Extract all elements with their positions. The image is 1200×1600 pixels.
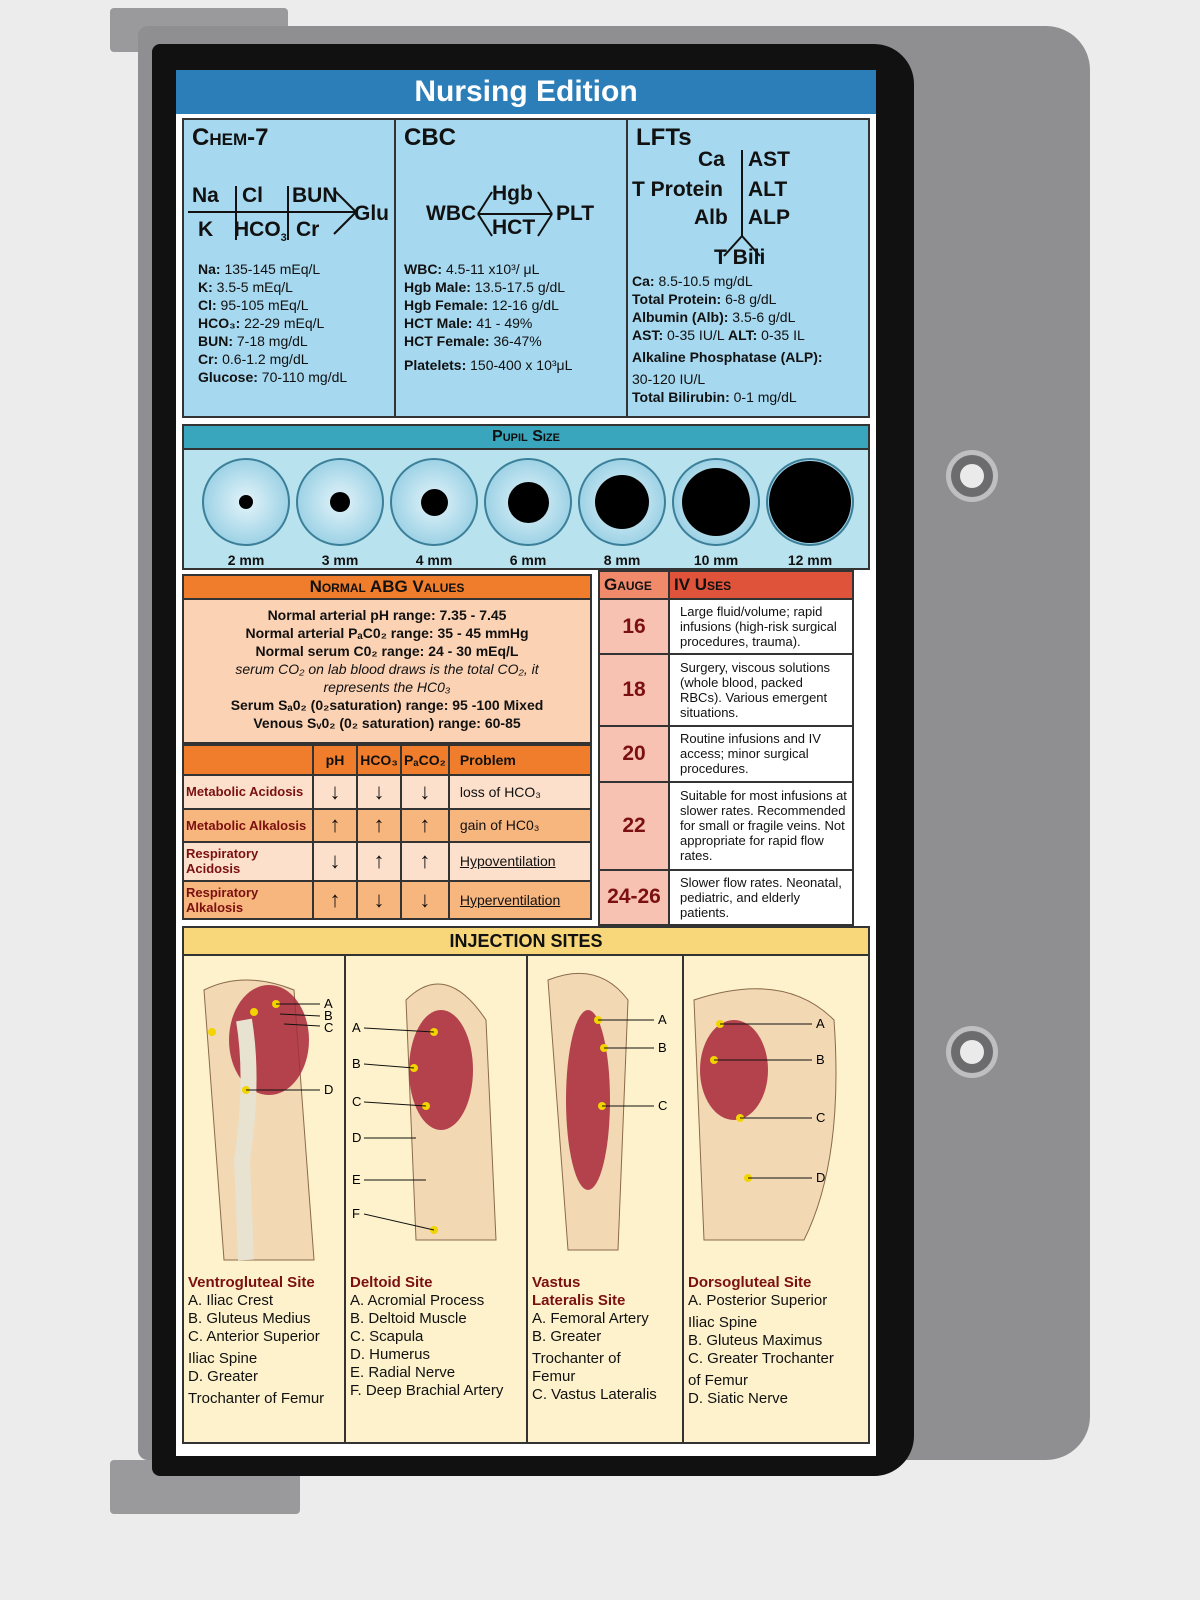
range-row: 30-120 IU/L bbox=[632, 371, 706, 387]
marker-b: B bbox=[324, 1008, 333, 1023]
pupil-size-label: 6 mm bbox=[509, 552, 547, 568]
marker-b: B bbox=[816, 1052, 825, 1067]
range-row: Total Bilirubin: 0-1 mg/dL bbox=[632, 389, 797, 405]
abg-col-header bbox=[183, 745, 313, 775]
iv-use: Surgery, viscous solutions (whole blood, packed RBCs). Various emergent situations. bbox=[669, 654, 853, 726]
ventrogluteal-illustration bbox=[184, 960, 344, 1272]
site-line: B. Greater bbox=[532, 1328, 602, 1345]
site-line: E. Radial Nerve bbox=[350, 1364, 456, 1381]
range-row: Total Protein: 6-8 g/dL bbox=[632, 291, 777, 307]
chem7-column bbox=[184, 120, 396, 416]
chem7-ranges bbox=[198, 260, 347, 386]
site-ventrogluteal bbox=[184, 956, 346, 1442]
range-row: Cr: 0.6-1.2 mg/dL bbox=[198, 351, 309, 367]
abg-col-header: pH bbox=[313, 745, 357, 775]
site-line: Iliac Spine bbox=[188, 1350, 258, 1367]
gauge-value: 24-26 bbox=[599, 870, 669, 925]
pupil-size-label: 4 mm bbox=[415, 552, 453, 568]
site-legend bbox=[350, 1274, 503, 1400]
iv-use: Large fluid/volume; rapid infusions (high-risk surgical procedures, trauma). bbox=[669, 599, 853, 654]
abg-line: Serum Sₐ0₂ (0₂saturation) range: 95 -100 Mixed bbox=[230, 697, 544, 713]
pupil-2mm-icon bbox=[202, 458, 290, 546]
site-dorsogluteal bbox=[684, 956, 870, 1442]
site-line: B. Deltoid Muscle bbox=[350, 1310, 467, 1327]
gauge-value: 16 bbox=[599, 599, 669, 654]
site-name: Ventrogluteal Site bbox=[188, 1274, 315, 1291]
marker-a: A bbox=[324, 996, 333, 1011]
site-name: Deltoid Site bbox=[350, 1274, 433, 1291]
abg-problem: gain of HC0₃ bbox=[449, 809, 591, 843]
abg-problem: Hyperventilation bbox=[449, 881, 591, 919]
range-row: Cl: 95-105 mEq/L bbox=[198, 297, 309, 313]
pupil-6mm-icon bbox=[484, 458, 572, 546]
site-line: A. Iliac Crest bbox=[188, 1292, 274, 1309]
site-legend bbox=[188, 1274, 324, 1408]
site-line: Trochanter of Femur bbox=[188, 1390, 325, 1407]
marker-c: C bbox=[324, 1020, 334, 1035]
abg-heading: Normal ABG Values bbox=[182, 574, 592, 600]
table-row bbox=[599, 870, 853, 925]
arrow-icon: ↑ bbox=[313, 881, 357, 919]
lfts-alb-label: Alb bbox=[694, 206, 728, 229]
site-line: C. Greater Trochanter bbox=[688, 1350, 834, 1367]
lfts-column bbox=[628, 120, 868, 416]
table-row bbox=[599, 599, 853, 654]
range-row: K: 3.5-5 mEq/L bbox=[198, 279, 293, 295]
marker-b: B bbox=[658, 1040, 667, 1055]
arrow-icon: ↑ bbox=[357, 809, 401, 843]
abg-problem: loss of HCO₃ bbox=[449, 775, 591, 809]
pupil-3mm-icon bbox=[296, 458, 384, 546]
marker-d: D bbox=[816, 1170, 826, 1185]
clipboard-hole-icon bbox=[946, 450, 998, 502]
site-line: A. Posterior Superior bbox=[688, 1292, 828, 1309]
abg-condition: Metabolic Acidosis bbox=[183, 775, 313, 809]
site-name: Dorsogluteal Site bbox=[688, 1274, 812, 1291]
abg-normal-values bbox=[182, 600, 592, 744]
site-line: C. Scapula bbox=[350, 1328, 424, 1345]
cbc-ranges bbox=[404, 260, 572, 374]
abg-line: Normal serum C0₂ range: 24 - 30 mEq/L bbox=[255, 643, 519, 659]
chem7-na-label: Na bbox=[192, 184, 219, 207]
site-line: Femur bbox=[532, 1368, 576, 1385]
pupil-4mm-icon bbox=[390, 458, 478, 546]
abg-condition: Metabolic Alkalosis bbox=[183, 809, 313, 843]
chem7-heading: Chem-7 bbox=[192, 124, 269, 151]
vastus-lateralis-illustration bbox=[528, 960, 682, 1272]
arrow-icon: ↓ bbox=[313, 775, 357, 809]
abg-line: serum CO₂ on lab blood draws is the total CO₂, it bbox=[235, 661, 539, 677]
abg-line: Venous Sᵥ0₂ (0₂ saturation) range: 60-85 bbox=[253, 715, 521, 731]
table-row bbox=[599, 782, 853, 870]
marker-a: A bbox=[816, 1016, 825, 1031]
site-line: A. Acromial Process bbox=[350, 1292, 485, 1309]
pupil-size-label: 3 mm bbox=[321, 552, 359, 568]
site-name: Vastus Lateralis Site bbox=[532, 1274, 626, 1309]
site-line: Iliac Spine bbox=[688, 1314, 758, 1331]
range-row: Na: 135-145 mEq/L bbox=[198, 261, 321, 277]
abg-problem: Hypoventilation bbox=[449, 842, 591, 880]
lfts-heading: LFTs bbox=[636, 124, 692, 151]
site-line: of Femur bbox=[688, 1372, 749, 1389]
pupil-8mm-icon bbox=[578, 458, 666, 546]
lfts-tbili-label: T Bili bbox=[714, 246, 766, 269]
arrow-icon: ↓ bbox=[401, 775, 449, 809]
abg-line: Normal arterial PₐC0₂ range: 35 - 45 mmHg bbox=[245, 625, 529, 641]
site-line: D. Siatic Nerve bbox=[688, 1390, 789, 1407]
abg-col-header: HCO₃ bbox=[357, 745, 401, 775]
marker-d: D bbox=[352, 1130, 362, 1145]
iv-use: Routine infusions and IV access; minor surgical procedures. bbox=[669, 726, 853, 781]
gauge-value: 18 bbox=[599, 654, 669, 726]
chem7-k-label: K bbox=[198, 218, 214, 241]
page-title: Nursing Edition bbox=[176, 70, 876, 114]
pupil-12mm-icon bbox=[766, 458, 854, 546]
marker-a: A bbox=[352, 1020, 361, 1035]
range-row: Glucose: 70-110 mg/dL bbox=[198, 369, 348, 385]
range-row: Platelets: 150-400 x 10³μL bbox=[404, 357, 573, 373]
arrow-icon: ↓ bbox=[357, 881, 401, 919]
injection-sites-panel bbox=[182, 956, 870, 1444]
dorsogluteal-illustration bbox=[684, 960, 868, 1272]
site-vastus-lateralis bbox=[528, 956, 684, 1442]
table-row bbox=[599, 726, 853, 781]
table-row bbox=[599, 654, 853, 726]
site-line: D. Greater bbox=[188, 1368, 259, 1385]
range-row: Alkaline Phosphatase (ALP): bbox=[632, 349, 823, 365]
chem7-cr-label: Cr bbox=[296, 218, 320, 241]
iv-use: Suitable for most infusions at slower rates. Recommended for small or fragile veins. Not appropriate for rapid flow rates. bbox=[669, 782, 853, 870]
chem7-hco3-label: $HCO_3$ bbox=[234, 218, 287, 245]
iv-gauge-table bbox=[598, 570, 854, 926]
pupil-size-row bbox=[182, 450, 870, 570]
arrow-icon: ↑ bbox=[401, 809, 449, 843]
pupil-size-label: 2 mm bbox=[227, 552, 265, 568]
marker-c: C bbox=[658, 1098, 668, 1113]
range-row: HCT Male: 41 - 49% bbox=[404, 315, 533, 331]
marker-f: F bbox=[352, 1206, 360, 1221]
lab-values-panel bbox=[182, 118, 870, 418]
pupil-size-label: 10 mm bbox=[693, 552, 739, 568]
arrow-icon: ↑ bbox=[357, 842, 401, 880]
cbc-column bbox=[396, 120, 628, 416]
table-row bbox=[183, 809, 591, 843]
lfts-ranges bbox=[632, 272, 823, 406]
iv-col-header: Gauge bbox=[599, 571, 669, 599]
marker-e: E bbox=[352, 1172, 361, 1187]
site-line: C. Anterior Superior bbox=[188, 1328, 320, 1345]
pupil-10mm-icon bbox=[672, 458, 760, 546]
lfts-tprotein-label: T Protein bbox=[632, 178, 724, 201]
arrow-icon: ↓ bbox=[357, 775, 401, 809]
site-deltoid bbox=[346, 956, 528, 1442]
reference-card bbox=[176, 70, 876, 1456]
chem7-glu-label: Glu bbox=[354, 202, 389, 225]
iv-use: Slower flow rates. Neonatal, pediatric, and elderly patients. bbox=[669, 870, 853, 925]
lfts-alt-label: ALT bbox=[748, 178, 788, 201]
marker-c: C bbox=[816, 1110, 826, 1125]
range-row: HCT Female: 36-47% bbox=[404, 333, 542, 349]
site-legend bbox=[688, 1274, 834, 1408]
site-line: B. Gluteus Medius bbox=[188, 1310, 311, 1327]
site-line: D. Humerus bbox=[350, 1346, 431, 1363]
abg-line: represents the HC0₃ bbox=[323, 679, 451, 695]
pupil-size-label: 12 mm bbox=[787, 552, 833, 568]
range-row: Albumin (Alb): 3.5-6 g/dL bbox=[632, 309, 796, 325]
arrow-icon: ↑ bbox=[313, 809, 357, 843]
range-row: Hgb Male: 13.5-17.5 g/dL bbox=[404, 279, 566, 295]
lfts-ast-label: AST bbox=[748, 148, 790, 171]
abg-condition: Respiratory Alkalosis bbox=[183, 881, 313, 919]
injection-sites-heading: INJECTION SITES bbox=[182, 926, 870, 956]
abg-condition: Respiratory Acidosis bbox=[183, 842, 313, 880]
pupil-size-label: 8 mm bbox=[603, 552, 641, 568]
cbc-hct-label: HCT bbox=[492, 216, 536, 239]
abg-line: Normal arterial pH range: 7.35 - 7.45 bbox=[267, 607, 507, 623]
clipboard-hole-icon bbox=[946, 1026, 998, 1078]
range-row: Hgb Female: 12-16 g/dL bbox=[404, 297, 559, 313]
chem7-cl-label: Cl bbox=[242, 184, 263, 207]
site-line: Trochanter of bbox=[532, 1350, 621, 1367]
range-row: BUN: 7-18 mg/dL bbox=[198, 333, 308, 349]
cbc-plt-label: PLT bbox=[556, 202, 595, 225]
abg-problem-table bbox=[182, 744, 592, 920]
iv-col-header: IV Uses bbox=[669, 571, 853, 599]
marker-a: A bbox=[658, 1012, 667, 1027]
site-line: A. Femoral Artery bbox=[532, 1310, 649, 1327]
site-legend bbox=[532, 1274, 657, 1404]
site-line: F. Deep Brachial Artery bbox=[350, 1382, 504, 1399]
table-row bbox=[183, 775, 591, 809]
lfts-alp-label: ALP bbox=[748, 206, 790, 229]
gauge-value: 22 bbox=[599, 782, 669, 870]
abg-col-header: Problem bbox=[449, 745, 591, 775]
marker-d: D bbox=[324, 1082, 334, 1097]
site-line: B. Gluteus Maximus bbox=[688, 1332, 823, 1349]
table-row bbox=[183, 842, 591, 880]
chem7-bun-label: BUN bbox=[292, 184, 338, 207]
cbc-wbc-label: WBC bbox=[426, 202, 477, 225]
arrow-icon: ↑ bbox=[401, 842, 449, 880]
abg-col-header: PₐCO₂ bbox=[401, 745, 449, 775]
pupil-size-heading: Pupil Size bbox=[182, 424, 870, 450]
arrow-icon: ↓ bbox=[313, 842, 357, 880]
range-row: HCO₃: 22-29 mEq/L bbox=[198, 315, 325, 331]
marker-b: B bbox=[352, 1056, 361, 1071]
cbc-hgb-label: Hgb bbox=[492, 182, 533, 205]
table-row bbox=[183, 881, 591, 919]
range-row: Ca: 8.5-10.5 mg/dL bbox=[632, 273, 753, 289]
range-row: WBC: 4.5-11 x10³/ μL bbox=[404, 261, 540, 277]
range-row: AST: 0-35 IU/L ALT: 0-35 IL bbox=[632, 327, 805, 343]
site-line: C. Vastus Lateralis bbox=[532, 1386, 657, 1403]
marker-c: C bbox=[352, 1094, 362, 1109]
lfts-ca-label: Ca bbox=[698, 148, 725, 171]
cbc-heading: CBC bbox=[404, 124, 456, 151]
gauge-value: 20 bbox=[599, 726, 669, 781]
arrow-icon: ↓ bbox=[401, 881, 449, 919]
deltoid-illustration bbox=[346, 960, 526, 1272]
